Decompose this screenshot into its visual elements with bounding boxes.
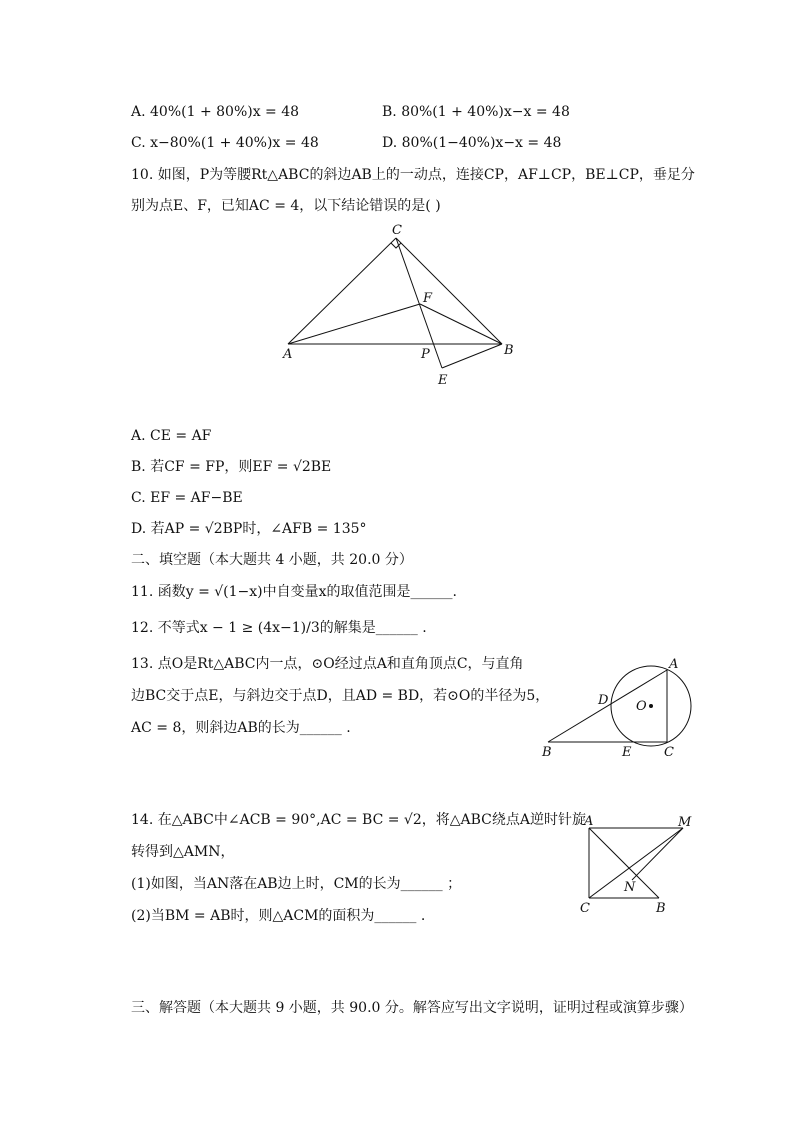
q13-stem-line2: 边BC交于点E，与斜边交于点D，且AD = BD，若⊙O的半径为5， bbox=[131, 688, 550, 704]
label-a: A bbox=[283, 347, 293, 362]
label-n: N bbox=[624, 880, 636, 895]
segment-fb bbox=[420, 304, 502, 344]
label-c: C bbox=[392, 223, 402, 238]
q10-stem-line2: 别为点E、F，已知AC = 4，以下结论错误的是( ) bbox=[131, 198, 441, 214]
q14-part1: (1)如图，当AN落在AB边上时，CM的长为______ ； bbox=[131, 876, 462, 892]
center-o-dot bbox=[649, 704, 653, 708]
label-a: A bbox=[584, 814, 594, 829]
q12-text: 12. 不等式x − 1 ≥ (4x−1)/3的解集是______ . bbox=[131, 620, 427, 636]
label-a: A bbox=[669, 657, 679, 672]
q14-stem-line1: 14. 在△ABC中∠ACB = 90°,AC = BC = √2，将△ABC绕点A逆时针旋 bbox=[131, 812, 587, 828]
segment-be bbox=[442, 344, 502, 368]
label-p: P bbox=[421, 347, 430, 362]
q14-figure bbox=[576, 812, 706, 916]
q13-stem-line1: 13. 点O是Rt△ABC内一点，⊙O经过点A和直角顶点C，与直角 bbox=[131, 656, 524, 672]
label-b: B bbox=[542, 745, 552, 760]
segment-mn bbox=[632, 828, 683, 880]
label-d: D bbox=[598, 693, 609, 708]
label-e: E bbox=[438, 373, 448, 388]
q11-text: 11. 函数y = √(1−x)中自变量x的取值范围是______. bbox=[131, 584, 457, 600]
q14-stem-line2: 转得到△AMN， bbox=[131, 844, 235, 860]
segment-cm bbox=[589, 828, 683, 898]
label-c: C bbox=[664, 745, 674, 760]
q10-option-b: B. 若CF = FP，则EF = √2BE bbox=[131, 459, 332, 475]
label-m: M bbox=[678, 815, 692, 830]
label-e: E bbox=[622, 745, 632, 760]
q9-option-d: D. 80%(1−40%)x−x = 48 bbox=[382, 135, 562, 151]
q9-option-b: B. 80%(1 + 40%)x−x = 48 bbox=[382, 104, 570, 120]
q9-option-a: A. 40%(1 + 80%)x = 48 bbox=[131, 104, 300, 120]
q10-option-d: D. 若AP = √2BP时，∠AFB = 135° bbox=[131, 521, 367, 537]
q9-option-c: C. x−80%(1 + 40%)x = 48 bbox=[131, 135, 319, 151]
q10-option-a: A. CE = AF bbox=[131, 428, 212, 444]
q13-figure bbox=[536, 652, 706, 764]
label-b: B bbox=[504, 343, 514, 358]
label-c: C bbox=[580, 901, 590, 916]
label-b: B bbox=[656, 901, 666, 916]
segment-cb bbox=[396, 238, 502, 344]
section3-title: 三、解答题（本大题共 9 小题，共 90.0 分。解答应写出文字说明，证明过程或演算步骤） bbox=[131, 1000, 693, 1016]
segment-ce bbox=[396, 238, 442, 368]
q13-stem-line3: AC = 8，则斜边AB的长为______ . bbox=[131, 720, 351, 736]
q10-option-c: C. EF = AF−BE bbox=[131, 490, 243, 506]
label-o: O bbox=[636, 699, 647, 714]
q10-figure bbox=[278, 220, 528, 390]
q10-stem-line1: 10. 如图，P为等腰Rt△ABC的斜边AB上的一动点，连接CP，AF⊥CP，BE⊥CP，垂足分 bbox=[131, 167, 695, 183]
section2-title: 二、填空题（本大题共 4 小题，共 20.0 分） bbox=[131, 552, 413, 568]
label-f: F bbox=[423, 291, 433, 306]
q14-part2: (2)当BM = AB时，则△ACM的面积为______ . bbox=[131, 908, 426, 924]
